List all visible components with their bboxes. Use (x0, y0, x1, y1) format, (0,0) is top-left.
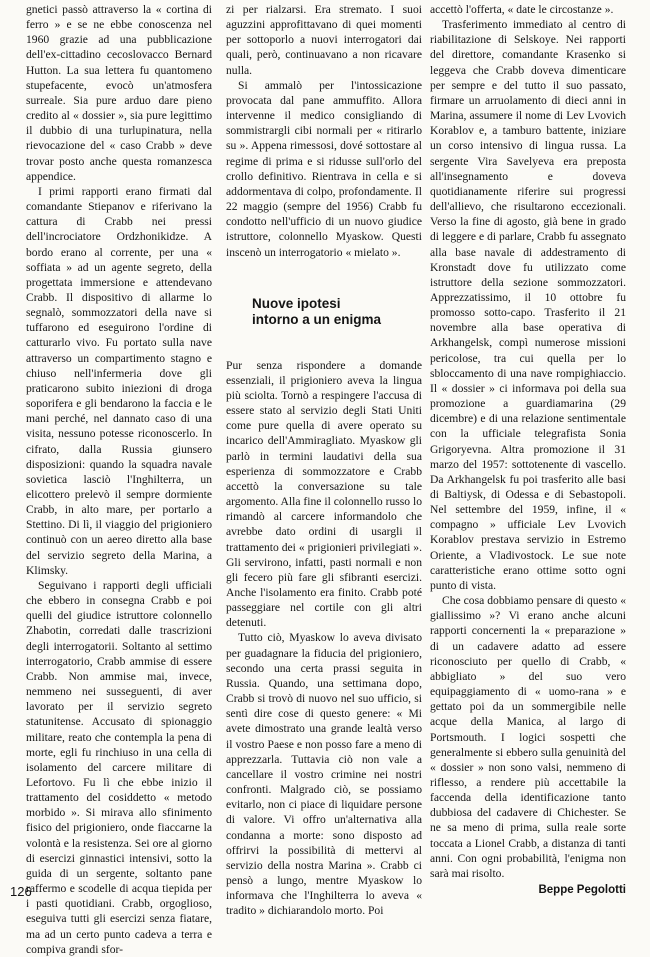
author-signature: Beppe Pegolotti (538, 884, 626, 897)
text-column-1 (26, 2, 212, 957)
page-number: 126 (10, 884, 32, 899)
article-paragraph: zi per rialzarsi. Era stremato. I suoi aguzzini approfittavano di quei momenti per sottoporlo a nuovi interrogatori dai quali, però, continuavano a non ricavare nulla. (226, 3, 422, 77)
text-column-2 (226, 2, 422, 918)
article-paragraph: Tutto ciò, Myaskow lo aveva divisato per guadagnare la fiducia del prigioniero, secondo una certa prassi seguita in Russia. Quando, una settimana dopo, Crabb si trovò di nuovo nel suo ufficio, si sentì dire cose di questo genere: « Mi avete dimostrato una grande lealtà verso il vostro Paese e non posso fare a meno di apprezzarla. Tuttavia ciò non vale a cancellare il vostro crimine nei nostri confronti. Malgrado ciò, se possiamo evitarlo, non ci piace di liquidare persone di valore. Vi offro un'alternativa alla condanna a morte: sono disposto ad offrirvi la possibilità di mettervi al servizio della nostra Marina ». Crabb ci pensò a lungo, mentre Myaskow lo informava che l'Inghilterra lo aveva « tradito » dichiarandolo morto. Poi (226, 631, 422, 918)
article-paragraph: Trasferimento immediato al centro di riabilitazione di Selskoye. Nei rapporti del direttore, comandante Krasenko si leggeva che Crabb doveva dimenticare per sempre e del tutto il suo passato, firmare un arruolamento di dieci anni in Marina, assumere il nome di Lev Lvovich Korablov e, a tamburo battente, iniziare un corso intensivo di lingua russa. La sergente Vira Savelyeva era preposta all'insegnamento e doveva quotidianamente riferire sui progressi dell'allievo, che risultarono eccezionali. Verso la fine di agosto, già bene in grado di leggere e di parlare, Crabb fu assegnato alla base navale di addestramento di Kronstadt dove fu utilizzato come istruttore della sezione sommozzatori. Apprezzatissimo, il 10 ottobre fu promosso sotto-capo. Trasferito il 21 novembre alla base operativa di Arkhangelsk, compì numerose missioni pericolose, tra cui quella per lo sbloccamento di una nave rompighiaccio. Il « dossier » ci informava poi della sua promozione a guardiamarina (29 dicembre) e di una relazione sentimentale con la ufficiale telegrafista Sonia Grigoryevna. Altra promozione il 31 marzo del 1957: sottotenente di vascello. Da Arkhangelsk fu poi trasferito alle basi di Baltiysk, di Odessa e di Sebastopoli. Nel settembre del 1959, infine, il « compagno » ufficiale Lev Lvovich Korablov prestava servizio in Estremo Oriente, a Vladivostock. Le sue note caratteristiche erano ottime sotto ogni punto di vista. (430, 18, 626, 592)
article-paragraph: Si ammalò per l'intossicazione provocata dal pane ammuffito. Allora intervenne il medico consigliando di sommistrargli cibi normali per « ritirarlo su ». Appena rimessosi, dové sottostare al regime di prima e si ridusse sull'orlo del crollo definitivo. Rientrava in cella e si addormentava di colpo, profondamente. Il 22 maggio (sempre del 1956) Crabb fu condotto nell'ufficio di un nuovo giudice istruttore, colonnello Myaskow. Questi inscenò un interrogatorio « mielato ». (226, 78, 422, 259)
text-column-3 (430, 2, 626, 898)
article-paragraph: Pur senza rispondere a domande essenziali, il prigioniero aveva la lingua più sciolta. Tornò a respingere l'accusa di essere stato al servizio degli Stati Uniti come pure quella di avere operato su incarico dell'Ammiragliato. Myaskow gli parlò in termini laudativi della sua esperienza di sommozzatore e Crabb accettò la conversazione su tale argomento. Alla fine il colonnello russo lo rimandò al carcere informandolo che avrebbe dato ordini di usargli il trattamento dei « prigionieri privilegiati ». Gli servirono, infatti, pasti normali e non gli fecero più fare gli sfibranti esercizi. Anche l'isolamento era finito. Crabb poté passeggiare nel cortile con gli altri detenuti. (226, 358, 422, 630)
section-heading (252, 296, 422, 328)
article-paragraph: Che cosa dobbiamo pensare di questo « giallissimo »? Vi erano anche alcuni rapporti concernenti la « preparazione » di un cadavere adatto ad essere riconosciuto per quello di Crabb, « abbigliato » del suo vero equipaggiamento di « uomo-rana » e gettato poi da un sommergibile nelle acque della Manica, al largo di Portsmouth. I logici sospetti che generalmente si ebbero sulla genuinità del « dossier » non sono valsi, nemmeno di riflesso, a rendere più accettabile la faccenda della identificazione tanto dubbiosa del cadavere di Chichester. Se ne sa meno di prima, sulla reale sorte toccata a Lionel Crabb, a distanza di tanti anni. Con ogni probabilità, l'enigma non sarà mai risolto. (430, 594, 626, 880)
article-paragraph: I primi rapporti erano firmati dal comandante Stiepanov e riferivano la cattura di Crabb nei pressi dell'incrociatore Ordzhonikidze. A bordo erano al corrente, per una « soffiata » ad un agente segreto, della progettata immersione e attendevano Crabb. Il dispositivo di allarme lo segnalò, sommozzatori della nave si tuffarono ed eseguirono l'ordine di catturarlo vivo. Fu portato sulla nave attraverso un compartimento stagno e chiuso nell'infermeria dove gli praticarono subito iniezioni di droga soporifera e gli bendarono la faccia e le mani perché, nel dannato caso di una visita, nessuno potesse riconoscerlo. In cifrato, dalla Russia giunsero disposizioni: quando la squadra navale sovietica lasciò l'Inghilterra, un elicottero prelevò il sempre dormiente Crabb, in alto mare, per portarlo a Stettino. Di lì, il viaggio del prigioniero continuò con un aereo diretto alla base del servizio segreto della Marina, a Klimsky. (26, 184, 212, 577)
section-heading-line: Nuove ipotesi (252, 295, 341, 311)
article-paragraph: Seguivano i rapporti degli ufficiali che ebbero in consegna Crabb e poi quelli del giudice istruttore colonnello Zhabotin, corredati dalle trascrizioni degli interrogatorii. Soltanto al settimo interrogatorio, Crabb ammise di essere Crabb. Non ammise mai, invece, nemmeno nei susseguenti, di aver lavorato per il servizio segreto statunitense. Accusato di spionaggio militare, reato che contempla la pena di morte, egli fu rinchiuso in una cella di isolamento del carcere militare di Lefortovo. Fu lì che ebbe inizio il trattamento del cosiddetto « metodo morbido ». Si mirava allo sfinimento fisico del prigioniero, onde fiaccarne la volontà e la resistenza. Sei ore al giorno di esercizi ginnastici intensivi, sotto la guida di un sergente, soltanto pane raffermo e scodelle di acqua tiepida per i pasti quotidiani. Crabb, orgoglioso, eseguiva tutti gli esercizi senza fiatare, ma ad un certo punto cadeva a terra e compiva grandi sfor- (26, 578, 212, 956)
section-heading-line: intorno a un enigma (252, 311, 382, 327)
article-paragraph: accettò l'offerta, « date le circostanze ». (430, 3, 614, 16)
article-paragraph: gnetici passò attraverso la « cortina di ferro » e se ne ebbe conoscenza nel 1960 grazie ad una pubblicazione dell'ex-cittadino cecoslovacco Bernard Hutton. La sua lettera fu quantomeno stupefacente, evocò un'atmosfera surreale. Sia pure arduo dare pieno credito al « dossier », sia pure legittimo il dubbio di una turlupinatura, nella rievocazione del « caso Crabb » deve trovar posto anche questa romanzesca appendice. (26, 3, 212, 183)
